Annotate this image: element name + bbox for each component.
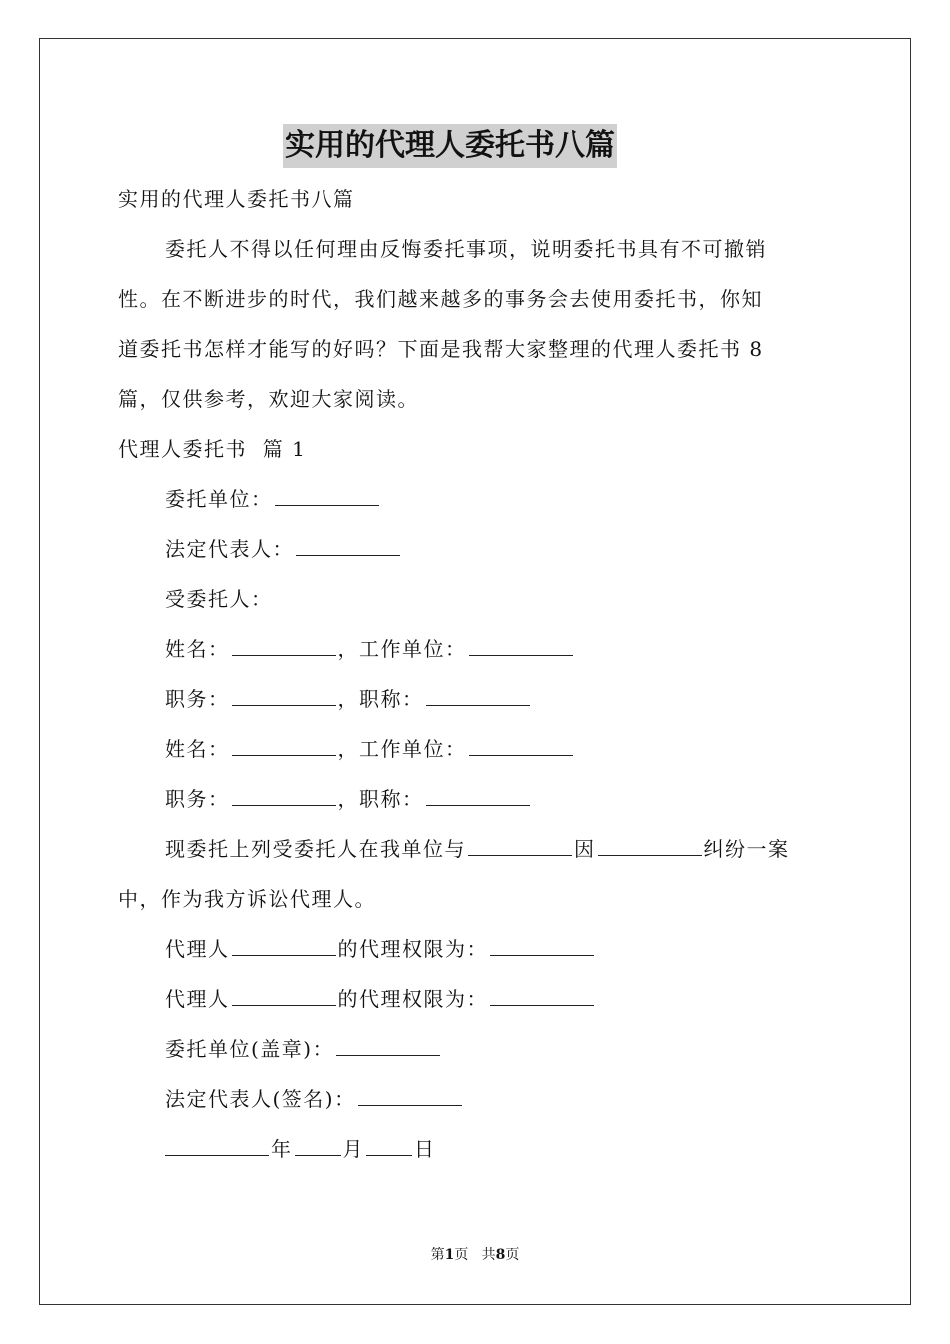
entrust-text-a: 现委托上列受委托人在我单位与	[165, 837, 466, 861]
legal-rep-field	[165, 534, 402, 564]
title-blank	[426, 685, 530, 706]
unit-label: 委托单位：	[165, 487, 273, 511]
entrust-statement-line-2: 中，作为我方诉讼代理人。	[118, 887, 376, 911]
sign-row	[165, 1084, 464, 1114]
seal-label: 委托单位(盖章)：	[165, 1037, 335, 1061]
work-unit-blank	[469, 735, 573, 756]
agent-blank	[232, 985, 336, 1006]
agent-scope-row-2	[165, 984, 596, 1014]
page-suffix: 页	[454, 1247, 469, 1263]
year-label: 年	[271, 1137, 293, 1161]
sign-label: 法定代表人(签名)：	[165, 1087, 356, 1111]
work-unit-blank	[469, 635, 573, 656]
page-footer	[0, 1245, 950, 1265]
sign-blank	[358, 1085, 462, 1106]
page-number: 1	[444, 1247, 455, 1263]
work-unit-label: ，工作单位：	[337, 737, 467, 761]
entrust-text-b: 因	[574, 837, 596, 861]
intro-line-3: 道委托书怎样才能写的好吗？下面是我帮大家整理的代理人委托书 8	[118, 337, 764, 361]
entrust-text-c: 纠纷一案	[703, 837, 790, 861]
agent-label: 代理人	[165, 937, 230, 961]
legal-rep-label: 法定代表人：	[165, 537, 294, 561]
total-pages: 8	[495, 1247, 506, 1263]
year-blank	[165, 1135, 269, 1156]
name-label: 姓名：	[165, 737, 230, 761]
date-row	[163, 1134, 436, 1164]
page-border	[39, 38, 911, 1305]
agent-scope-label: 的代理权限为：	[337, 937, 488, 961]
intro-line-1: 委托人不得以任何理由反悔委托事项，说明委托书具有不可撤销	[165, 237, 767, 261]
agent-scope-blank	[490, 935, 594, 956]
entrust-statement-line-1	[165, 834, 790, 864]
agent-scope-row-1	[165, 934, 596, 964]
opponent-blank	[468, 835, 572, 856]
seal-blank	[336, 1035, 440, 1056]
unit-blank	[275, 485, 379, 506]
unit-field	[165, 484, 381, 514]
month-blank	[295, 1135, 341, 1156]
title-label: ，职称：	[337, 687, 424, 711]
cause-blank	[598, 835, 702, 856]
trustee-1-name-row	[165, 634, 575, 664]
intro-line-4: 篇，仅供参考，欢迎大家阅读。	[118, 387, 419, 411]
trustee-1-duty-row	[165, 684, 532, 714]
legal-rep-blank	[296, 535, 400, 556]
day-blank	[366, 1135, 412, 1156]
page-prefix: 第	[430, 1247, 445, 1263]
document-title: 实用的代理人委托书八篇	[283, 124, 617, 168]
total-suffix: 页	[505, 1247, 520, 1263]
duty-label: 职务：	[165, 787, 230, 811]
month-label: 月	[342, 1137, 364, 1161]
duty-label: 职务：	[165, 687, 230, 711]
work-unit-label: ，工作单位：	[337, 637, 467, 661]
agent-label: 代理人	[165, 987, 230, 1011]
intro-line-2: 性。在不断进步的时代，我们越来越多的事务会去使用委托书，你知	[118, 287, 763, 311]
title-blank	[426, 785, 530, 806]
trustee-2-name-row	[165, 734, 575, 764]
name-blank	[232, 735, 336, 756]
agent-blank	[232, 935, 336, 956]
title-label: ，职称：	[337, 787, 424, 811]
total-prefix: 共	[481, 1247, 496, 1263]
trustee-label: 受委托人：	[165, 587, 273, 611]
name-label: 姓名：	[165, 637, 230, 661]
duty-blank	[232, 685, 336, 706]
section-heading: 代理人委托书 篇 1	[118, 437, 307, 461]
day-label: 日	[414, 1137, 436, 1161]
document-subtitle: 实用的代理人委托书八篇	[118, 187, 355, 211]
trustee-2-duty-row	[165, 784, 532, 814]
name-blank	[232, 635, 336, 656]
agent-scope-label: 的代理权限为：	[337, 987, 488, 1011]
agent-scope-blank	[490, 985, 594, 1006]
duty-blank	[232, 785, 336, 806]
seal-row	[165, 1034, 442, 1064]
